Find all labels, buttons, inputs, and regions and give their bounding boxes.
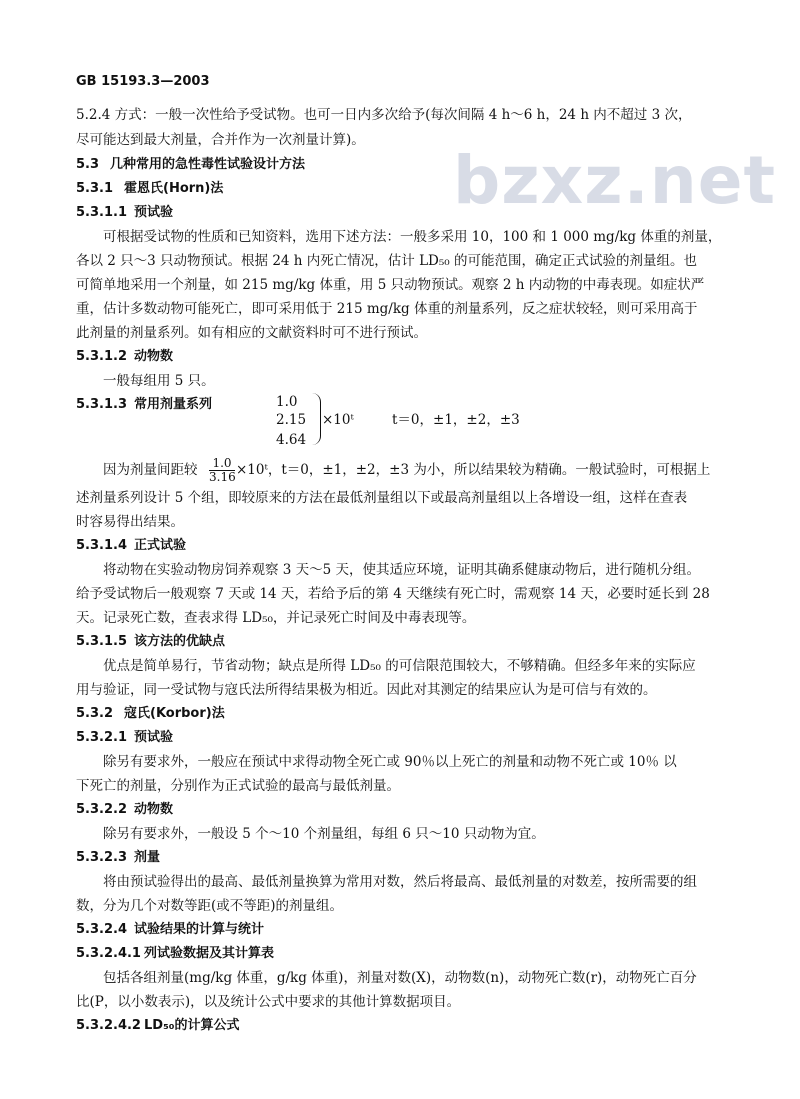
paragraph-line: 比(P，以小数表示)，以及统计公式中要求的其他计算数据项目。 — [76, 994, 461, 1010]
heading-text: 霍恩氏(Horn)法 — [124, 181, 224, 196]
heading-5-3-1 — [76, 179, 722, 199]
paragraph-line: 下死亡的剂量，分别作为正式试验的最高与最低剂量。 — [76, 778, 400, 794]
heading-5-3-1-1 — [76, 203, 722, 223]
heading-number: 5.3.1.2 — [76, 349, 127, 364]
heading-5-3-2-4-1 — [76, 944, 722, 964]
heading-number: 5.3.1.4 — [76, 538, 127, 553]
paragraph-line: 将由预试验得出的最高、最低剂量换算为常用对数，然后将最高、最低剂量的对数差，按所需要的组 — [103, 874, 697, 890]
paragraph-line: 时容易得出结果。 — [76, 514, 184, 530]
heading-text: 预试验 — [134, 205, 174, 220]
heading-number: 5.3.1 — [76, 181, 114, 196]
heading-number: 5.3.1.3 — [76, 397, 127, 412]
series-value-c: 4.64 — [276, 432, 307, 448]
paragraph-line: 给予受试物后一般观察 7 天或 14 天，若给予后的第 4 天继续有死亡时，需观察 14 天，必要时延长到 28 — [76, 586, 710, 602]
standard-number: GB 15193.3—2003 — [76, 74, 210, 89]
heading-text: 试验结果的计算与统计 — [134, 922, 265, 937]
heading-5-3-2-2 — [76, 800, 722, 820]
heading-number: 5.3 — [76, 157, 100, 172]
paragraph-line: 天。记录死亡数，查表求得 LD₅₀，并记录死亡时间及中毒表现等。 — [76, 610, 476, 626]
series-t-values: t＝0，±1，±2，±3 — [392, 412, 520, 428]
heading-number: 5.3.2.3 — [76, 850, 127, 865]
heading-5-3 — [76, 155, 722, 175]
paragraph-line: 除另有要求外，一般应在预试中求得动物全死亡或 90％以上死亡的剂量和动物不死亡或 10％ 以 — [103, 754, 677, 770]
heading-text: 剂量 — [134, 850, 161, 865]
paragraph-line-suffix: ×10ᵗ，t＝0，±1，±2，±3 为小，所以结果较为精确。一般试验时，可根据上 — [236, 462, 711, 478]
fraction-denominator: 3.16 — [209, 470, 236, 484]
paragraph-line: 除另有要求外，一般设 5 个～10 个剂量组，每组 6 只～10 只动物为宜。 — [103, 826, 545, 842]
series-brace — [312, 393, 321, 445]
heading-number: 5.3.1.5 — [76, 634, 127, 649]
heading-5-3-1-5 — [76, 632, 722, 652]
paragraph-line: 各以 2 只～3 只动物预试。根据 24 h 内死亡情况，估计 LD₅₀ 的可能范围，确定正式试验的剂量组。也 — [76, 253, 697, 269]
fraction-numerator: 1.0 — [209, 457, 235, 471]
paragraph-line: 一般每组用 5 只。 — [103, 373, 215, 389]
paragraph-line: 重，估计多数动物可能死亡，即可采用低于 215 mg/kg 体重的剂量系列，反之症状较轻，则可采用高于 — [76, 301, 698, 317]
paragraph-line: 可根据受试物的性质和已知资料，选用下述方法：一般多采用 10，100 和 1 000 mg/kg 体重的剂量， — [103, 229, 722, 245]
heading-number: 5.3.2 — [76, 706, 114, 721]
heading-5-3-2-4-2 — [76, 1016, 722, 1036]
heading-number: 5.3.2.4 — [76, 922, 127, 937]
heading-text: 该方法的优缺点 — [134, 634, 226, 649]
clause-5-2-4-line-1: 5.2.4 方式：一般一次性给予受试物。也可一日内多次给予(每次间隔 4 h～6 h，24 h 内不超过 3 次， — [76, 107, 692, 123]
heading-text: 列试验数据及其计算表 — [144, 946, 275, 961]
heading-text: 寇氏(Korbor)法 — [124, 706, 225, 721]
paragraph-line: 将动物在实验动物房饲养观察 3 天～5 天，使其适应环境，证明其确系健康动物后，进行随机分组。 — [103, 562, 701, 578]
paragraph-line: 可简单地采用一个剂量，如 215 mg/kg 体重，用 5 只动物预试。观察 2 h 内动物的中毒表现。如症状严 — [76, 277, 705, 293]
heading-text: 动物数 — [134, 349, 174, 364]
watermark: bzxz.net — [453, 142, 777, 219]
series-multiplier: ×10ᵗ — [322, 412, 354, 428]
heading-5-3-1-3 — [76, 395, 276, 415]
fraction — [209, 457, 235, 484]
paragraph-line: 数，分为几个对数等距(或不等距)的剂量组。 — [76, 898, 344, 914]
paragraph-line: 述剂量系列设计 5 个组，即较原来的方法在最低剂量组以下或最高剂量组以上各增设一组，这样在查表 — [76, 490, 688, 506]
heading-number: 5.3.2.4.2 — [76, 1018, 141, 1033]
series-value-b: 2.15 — [276, 412, 307, 428]
paragraph-line: 包括各组剂量(mg/kg 体重，g/kg 体重)，剂量对数(X)，动物数(n)，动物死亡数(r)，动物死亡百分 — [103, 970, 697, 986]
paragraph-line-prefix: 因为剂量间距较 — [103, 462, 198, 478]
heading-text: 正式试验 — [134, 538, 187, 553]
heading-number: 5.3.2.2 — [76, 802, 127, 817]
heading-5-3-2 — [76, 704, 722, 724]
paragraph-line: 优点是简单易行，节省动物；缺点是所得 LD₅₀ 的可信限范围较大，不够精确。但经多年来的实际应 — [103, 658, 696, 674]
heading-5-3-2-3 — [76, 848, 722, 868]
heading-5-3-2-1 — [76, 728, 722, 748]
series-value-a: 1.0 — [276, 394, 298, 410]
heading-text: 几种常用的急性毒性试验设计方法 — [110, 157, 306, 172]
heading-text: 动物数 — [134, 802, 174, 817]
heading-5-3-1-2 — [76, 347, 722, 367]
heading-5-3-1-4 — [76, 536, 722, 556]
paragraph-line: 用与验证，同一受试物与寇氏法所得结果极为相近。因此对其测定的结果应认为是可信与有效的。 — [76, 682, 657, 698]
heading-number: 5.3.2.1 — [76, 730, 127, 745]
heading-text: 常用剂量系列 — [134, 397, 213, 412]
paragraph-line: 此剂量的剂量系列。如有相应的文献资料时可不进行预试。 — [76, 325, 427, 341]
heading-text: 预试验 — [134, 730, 174, 745]
heading-5-3-2-4 — [76, 920, 722, 940]
heading-number: 5.3.1.1 — [76, 205, 127, 220]
clause-5-2-4-line-2: 尽可能达到最大剂量，合并作为一次剂量计算)。 — [76, 132, 365, 148]
heading-text: LD₅₀的计算公式 — [144, 1018, 240, 1033]
heading-number: 5.3.2.4.1 — [76, 946, 141, 961]
